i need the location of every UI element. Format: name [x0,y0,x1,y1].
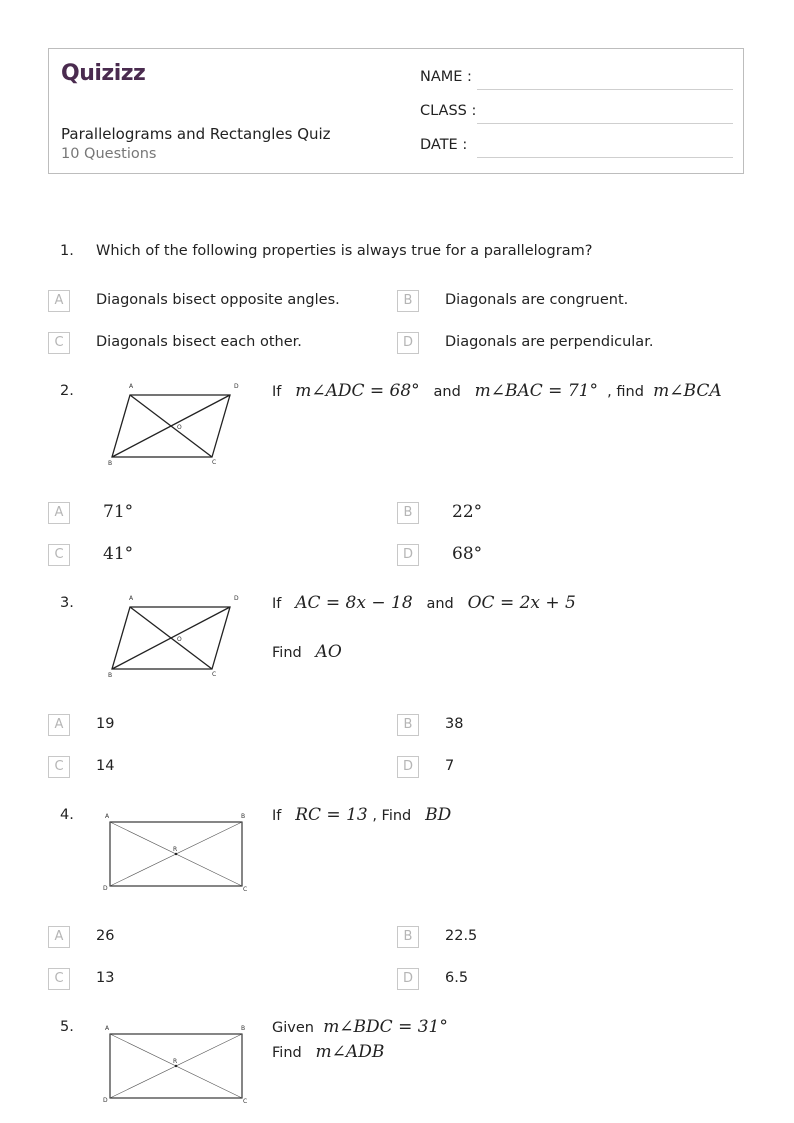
math-angle-adb: m∠ADB [315,1042,385,1062]
option-d-box[interactable]: D [397,968,419,990]
question-number: 5. [60,1019,74,1035]
center-r-label: R [173,846,178,853]
option-b-text[interactable]: 38 [445,716,464,732]
vertex-c-label: C [243,1098,248,1105]
vertex-d-label: D [234,383,239,390]
option-a-text[interactable]: Diagonals bisect opposite angles. [96,292,340,308]
quiz-title: Parallelograms and Rectangles Quiz [61,125,331,143]
question-text [272,805,451,825]
math-ao: AO [315,642,342,662]
option-c-box[interactable]: C [48,968,70,990]
rectangle-figure [100,1020,252,1108]
option-c-box[interactable]: C [48,332,70,354]
text-find: Find [272,1045,302,1061]
name-label: NAME : [420,69,472,85]
option-b-box[interactable]: B [397,502,419,524]
option-a-text[interactable]: 26 [96,928,115,944]
option-d-box[interactable]: D [397,544,419,566]
text-and: and [433,384,461,400]
option-d-text[interactable]: 7 [445,758,455,774]
option-d-box[interactable]: D [397,332,419,354]
math-bd: BD [425,805,452,825]
class-label: CLASS : [420,103,477,119]
vertex-a-label: A [105,1025,110,1032]
option-c-box[interactable]: C [48,544,70,566]
math-rc: RC = 13 [295,805,368,825]
option-a-box[interactable]: A [48,926,70,948]
center-o-label: O [177,424,182,431]
vertex-d-label: D [234,595,239,602]
option-a-box[interactable]: A [48,714,70,736]
question-count: 10 Questions [61,146,157,162]
text-if: If [272,808,282,824]
option-d-box[interactable]: D [397,756,419,778]
option-c-text[interactable]: 13 [96,970,115,986]
vertex-b-label: B [241,813,246,820]
center-o-label: O [177,636,182,643]
parallelogram-figure [104,380,250,470]
question-text-line2 [272,1042,384,1062]
option-a-box[interactable]: A [48,290,70,312]
date-line[interactable] [477,157,733,158]
vertex-b-label: B [108,672,113,679]
option-d-text[interactable]: 68° [452,544,483,564]
option-b-box[interactable]: B [397,926,419,948]
option-b-box[interactable]: B [397,714,419,736]
vertex-c-label: C [212,671,217,678]
option-c-box[interactable]: C [48,756,70,778]
option-b-box[interactable]: B [397,290,419,312]
quizizz-logo: Quizizz [61,61,146,86]
name-line[interactable] [477,89,733,90]
question-text: Which of the following properties is always true for a parallelogram? [96,243,593,259]
question-text-line1 [272,1017,448,1037]
option-d-text[interactable]: 6.5 [445,970,469,986]
option-c-text[interactable]: Diagonals bisect each other. [96,334,302,350]
center-r-label: R [173,1058,178,1065]
option-d-text[interactable]: Diagonals are perpendicular. [445,334,654,350]
text-if: If [272,596,282,612]
text-given: Given [272,1020,314,1036]
class-line[interactable] [477,123,733,124]
option-a-box[interactable]: A [48,502,70,524]
option-c-text[interactable]: 14 [96,758,115,774]
math-angle-bac: m∠BAC = 71° [474,381,598,401]
text-and: and [426,596,454,612]
option-c-text[interactable]: 41° [103,544,134,564]
vertex-d-label: D [103,1097,108,1104]
text-if: If [272,384,282,400]
option-b-text[interactable]: 22° [452,502,483,522]
text-find: , Find [372,808,412,824]
rectangle-figure [100,808,252,896]
math-ac-expr: AC = 8x − 18 [295,593,413,613]
vertex-a-label: A [129,383,134,390]
vertex-a-label: A [129,595,134,602]
math-angle-adc: m∠ADC = 68° [295,381,420,401]
question-number: 1. [60,243,74,259]
worksheet-header [48,48,744,174]
parallelogram-figure [104,592,250,682]
math-angle-bdc: m∠BDC = 31° [323,1017,448,1037]
vertex-a-label: A [105,813,110,820]
text-find: Find [272,645,302,661]
option-b-text[interactable]: Diagonals are congruent. [445,292,629,308]
question-text-line1 [272,593,576,613]
option-a-text[interactable]: 71° [103,502,134,522]
date-label: DATE : [420,137,468,153]
vertex-b-label: B [108,460,113,467]
question-number: 2. [60,383,74,399]
vertex-d-label: D [103,885,108,892]
vertex-c-label: C [243,886,248,893]
question-number: 3. [60,595,74,611]
question-number: 4. [60,807,74,823]
question-text [272,381,722,401]
vertex-b-label: B [241,1025,246,1032]
math-angle-bca: m∠BCA [653,381,722,401]
option-a-text[interactable]: 19 [96,716,115,732]
question-text-line2 [272,642,342,662]
text-find: , find [607,384,644,400]
math-oc-expr: OC = 2x + 5 [467,593,576,613]
vertex-c-label: C [212,459,217,466]
option-b-text[interactable]: 22.5 [445,928,478,944]
